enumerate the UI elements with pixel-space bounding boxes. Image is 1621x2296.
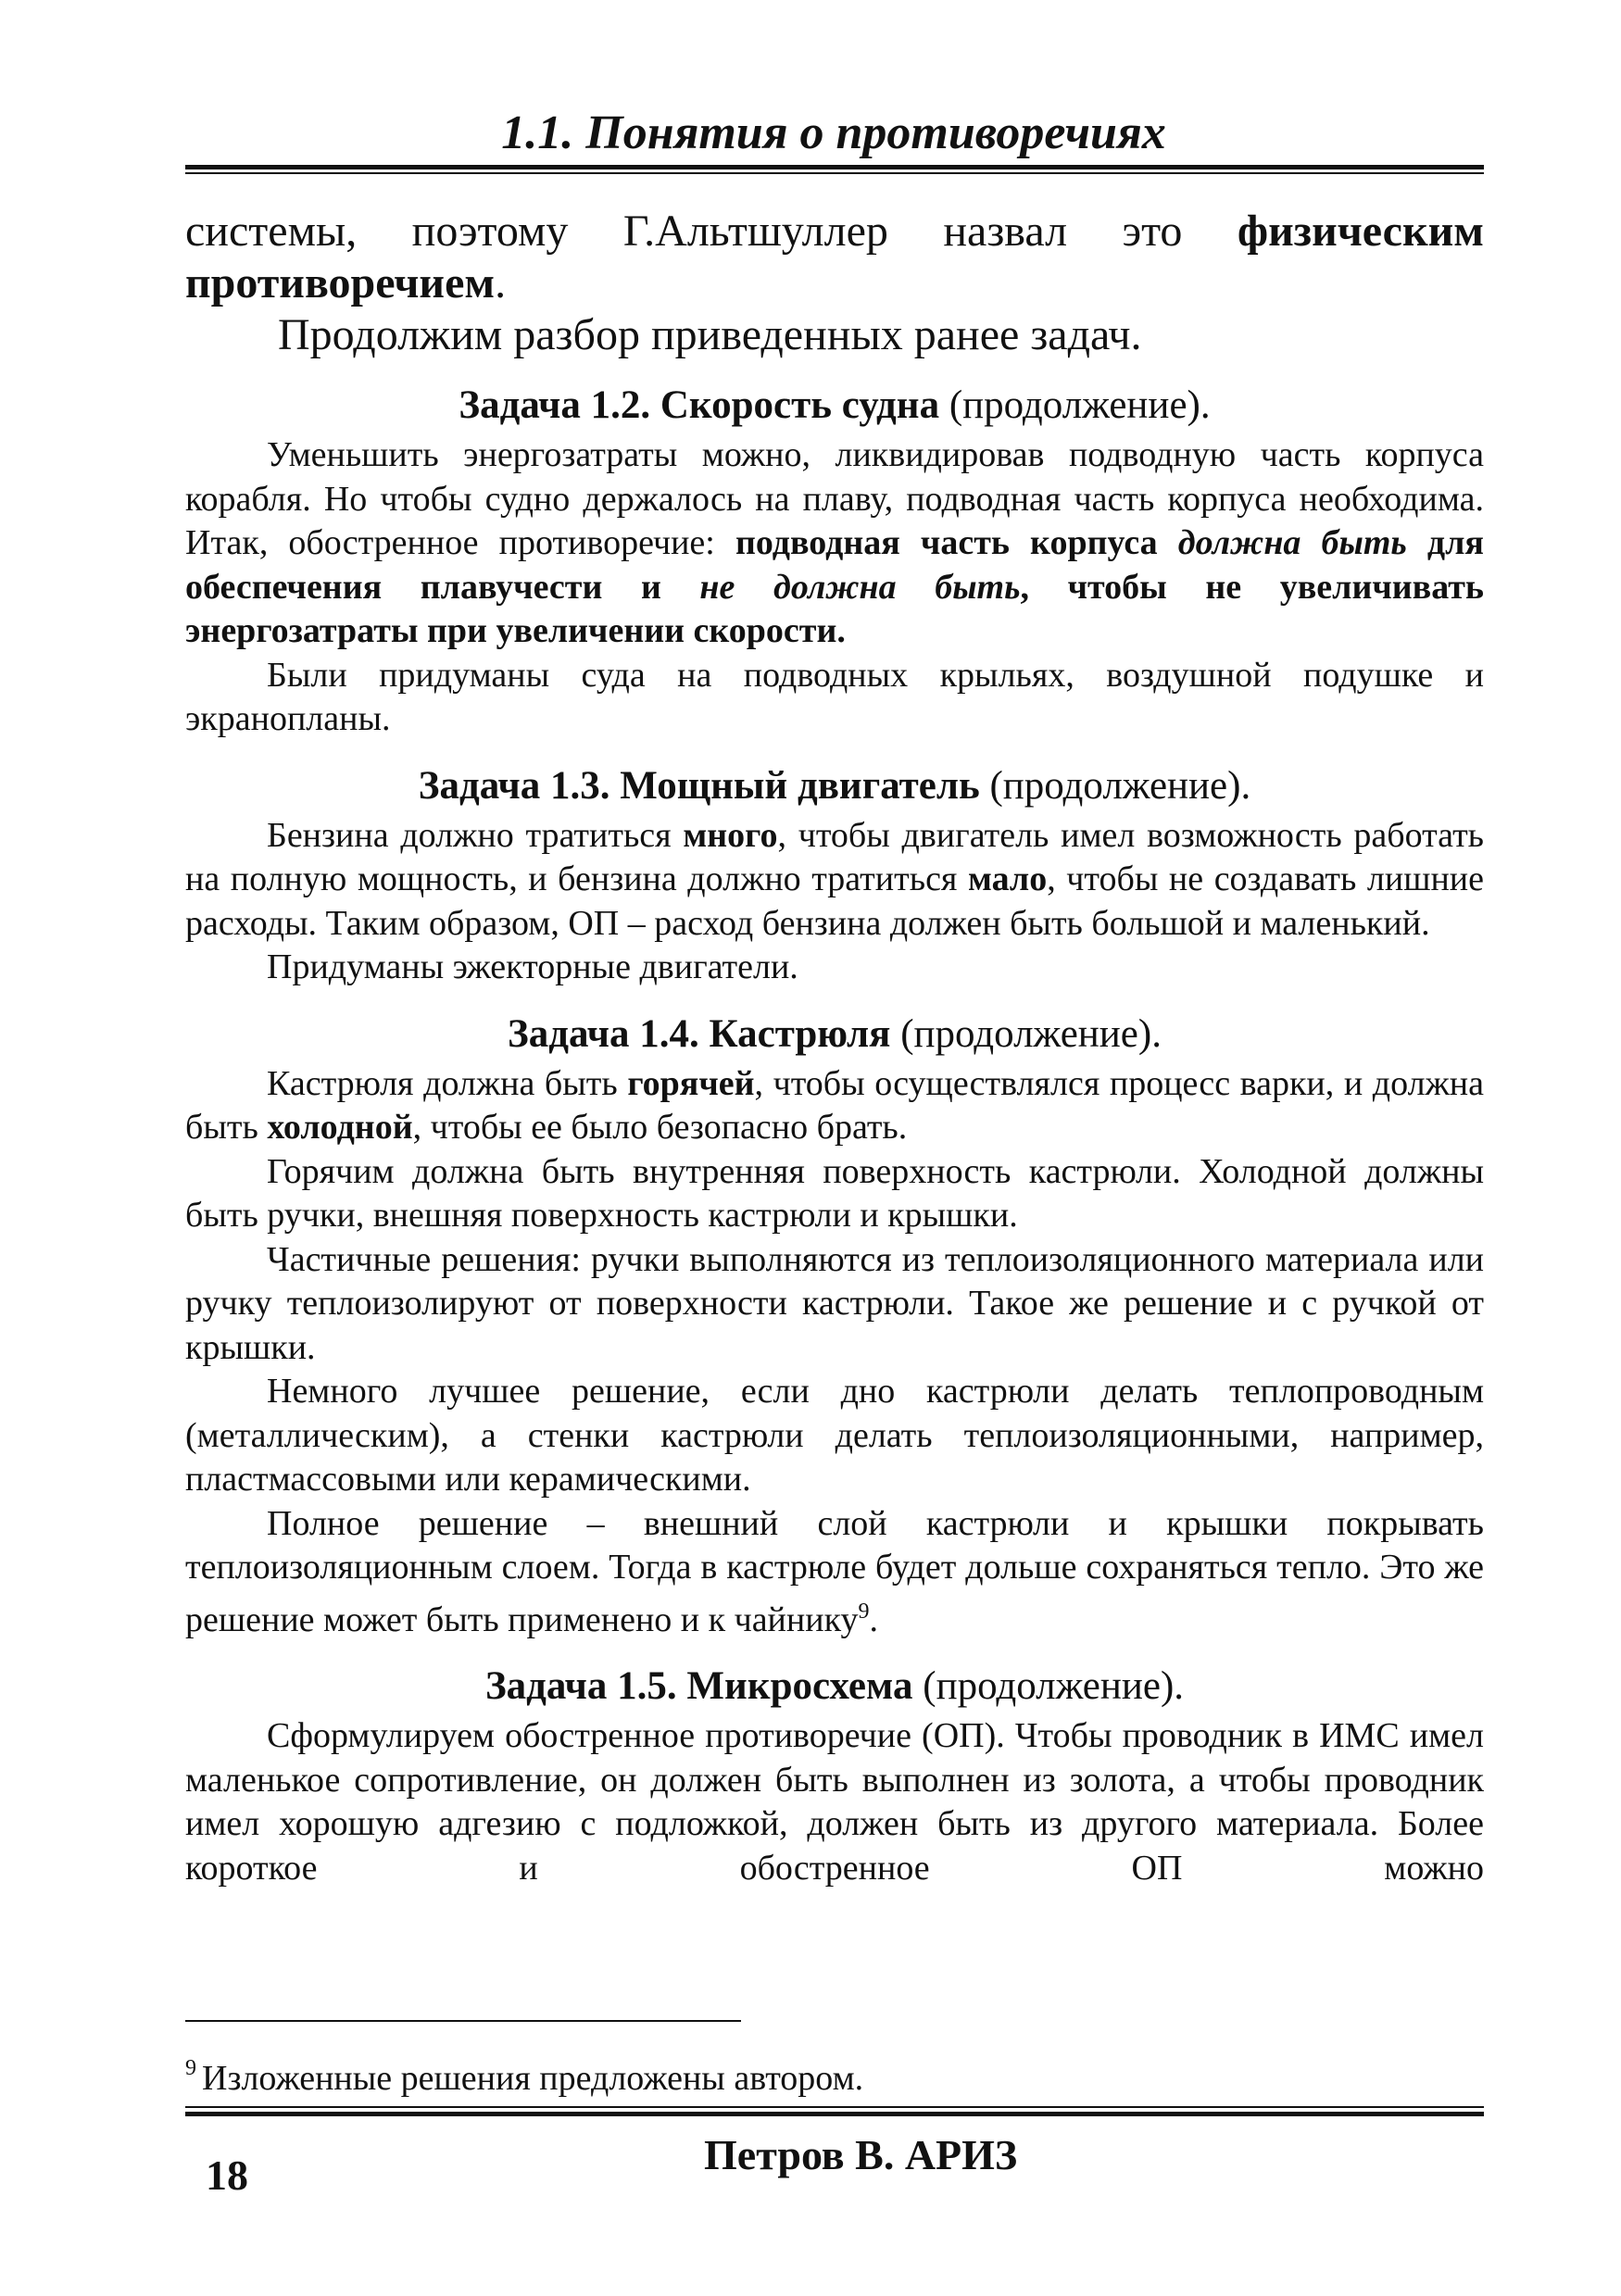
task-heading xyxy=(185,1662,1484,1711)
intro-continue: Продолжим разбор приведенных ранее задач. xyxy=(278,310,1142,359)
bold-run: много xyxy=(683,815,778,855)
task-1-2 xyxy=(185,382,1484,742)
page-body xyxy=(185,206,1484,1890)
task-paragraph: Немного лучшее решение, если дно кастрюли делать теплопроводным (металлическим), а стенки кастрюли делать теплоизоляционными, например, пластмассовыми или керамическими. xyxy=(185,1372,1484,1499)
intro-paragraph xyxy=(185,206,1484,309)
bold-italic-run: не должна быть xyxy=(699,567,1021,607)
task-paragraph: Сформулируем обостренное противоречие (ОП). Чтобы проводник в ИМС имел маленькое сопротивление, он должен быть выполнен из золота, а чтобы проводник имел хорошую адгезию с подложкой, должен быть из другого материала. Более короткое и обостренное ОП можно xyxy=(185,1716,1484,1888)
text-run: , чтобы двигатель имел возможность работать на полную мощность, и бензина должно тратиться xyxy=(185,815,1485,898)
task-paragraph: Придуманы эжекторные двигатели. xyxy=(267,947,798,986)
task-1-3 xyxy=(185,762,1484,990)
task-paragraph xyxy=(185,1062,1484,1150)
task-heading xyxy=(185,382,1484,430)
bold-run: холодной xyxy=(267,1108,413,1147)
running-footer: Петров В. АРИЗ xyxy=(704,2131,1018,2178)
task-heading xyxy=(185,762,1484,810)
intro-text: системы, поэтому Г.Альтшуллер назвал это xyxy=(185,207,1238,256)
header-rule-thick xyxy=(185,165,1484,169)
bold-run: подводная часть корпуса xyxy=(735,523,1178,562)
intro-period: . xyxy=(495,258,507,307)
task-paragraph xyxy=(185,433,1484,654)
task-1-5 xyxy=(185,1662,1484,1890)
task-paragraph xyxy=(185,814,1484,947)
task-paragraph xyxy=(185,1502,1484,1643)
task-paragraph: Были придуманы суда на подводных крыльях, воздушной подушке и экранопланы. xyxy=(185,655,1484,738)
task-subtitle: (продолжение). xyxy=(890,1011,1162,1056)
task-title: Задача 1.3. Мощный двигатель xyxy=(418,763,980,808)
text-run: , чтобы осуществлялся процесс варки, и должна быть xyxy=(185,1063,1484,1147)
task-title: Задача 1.2. Скорость судна xyxy=(459,383,940,427)
task-subtitle: (продолжение). xyxy=(912,1664,1185,1708)
task-title: Задача 1.4. Кастрюля xyxy=(508,1011,891,1056)
footnote xyxy=(185,2047,863,2100)
text-run: Кастрюля должна быть xyxy=(267,1063,628,1103)
footer-rule-thin xyxy=(185,2106,1484,2108)
task-subtitle: (продолжение). xyxy=(939,383,1211,427)
task-title: Задача 1.5. Микросхема xyxy=(484,1664,913,1708)
bold-run: горячей xyxy=(627,1063,755,1103)
task-heading xyxy=(185,1010,1484,1059)
running-header: 1.1. Понятия о противоречиях xyxy=(501,107,1166,159)
text-run: . xyxy=(869,1600,878,1639)
page-number: 18 xyxy=(206,2152,248,2199)
bold-run: для обеспечения плавучести и xyxy=(185,523,1484,607)
task-paragraph: Частичные решения: ручки выполняются из теплоизоляционного материала или ручку теплоизолируют от поверхности кастрюли. Такое же решение и с ручкой от крышки. xyxy=(185,1239,1484,1367)
text-run: , чтобы не создавать лишние расходы. Таким образом, ОП – расход бензина должен быть большой и маленький. xyxy=(185,859,1484,943)
bold-run: мало xyxy=(967,859,1048,898)
footnote-text: Изложенные решения предложены автором. xyxy=(202,2059,864,2098)
bold-italic-run: должна быть xyxy=(1177,523,1407,562)
footer-rule-thick xyxy=(185,2112,1484,2116)
task-1-4 xyxy=(185,1010,1484,1643)
task-paragraph: Горячим должна быть внутренняя поверхность кастрюли. Холодной должны быть ручки, внешняя поверхность кастрюли и крышки. xyxy=(185,1151,1484,1235)
text-run: Полное решение – внешний слой кастрюли и крышки покрывать теплоизоляционным слоем. Тогда в кастрюле будет дольше сохраняться тепло. Это же решение может быть применено и к чайнику xyxy=(185,1503,1484,1639)
footnote-separator xyxy=(185,2020,741,2022)
intro-term: физическим противоречием xyxy=(185,207,1484,307)
footnote-number: 9 xyxy=(185,2056,196,2080)
footnote-reference[interactable]: 9 xyxy=(858,1599,870,1624)
header-rule-thin xyxy=(185,172,1484,174)
text-run: , чтобы ее было безопасно брать. xyxy=(412,1108,908,1147)
text-run: Бензина должно тратиться xyxy=(267,815,684,855)
text-run: Уменьшить энергозатраты можно, ликвидировав подводную часть корпуса корабля. Но чтобы судно держалось на плаву, подводная часть корпуса необходима. Итак, обостренное противоречие: xyxy=(185,435,1484,562)
task-subtitle: (продолжение). xyxy=(979,763,1251,808)
bold-run: , чтобы не увеличивать энергозатраты при увеличении скорости. xyxy=(185,567,1484,650)
